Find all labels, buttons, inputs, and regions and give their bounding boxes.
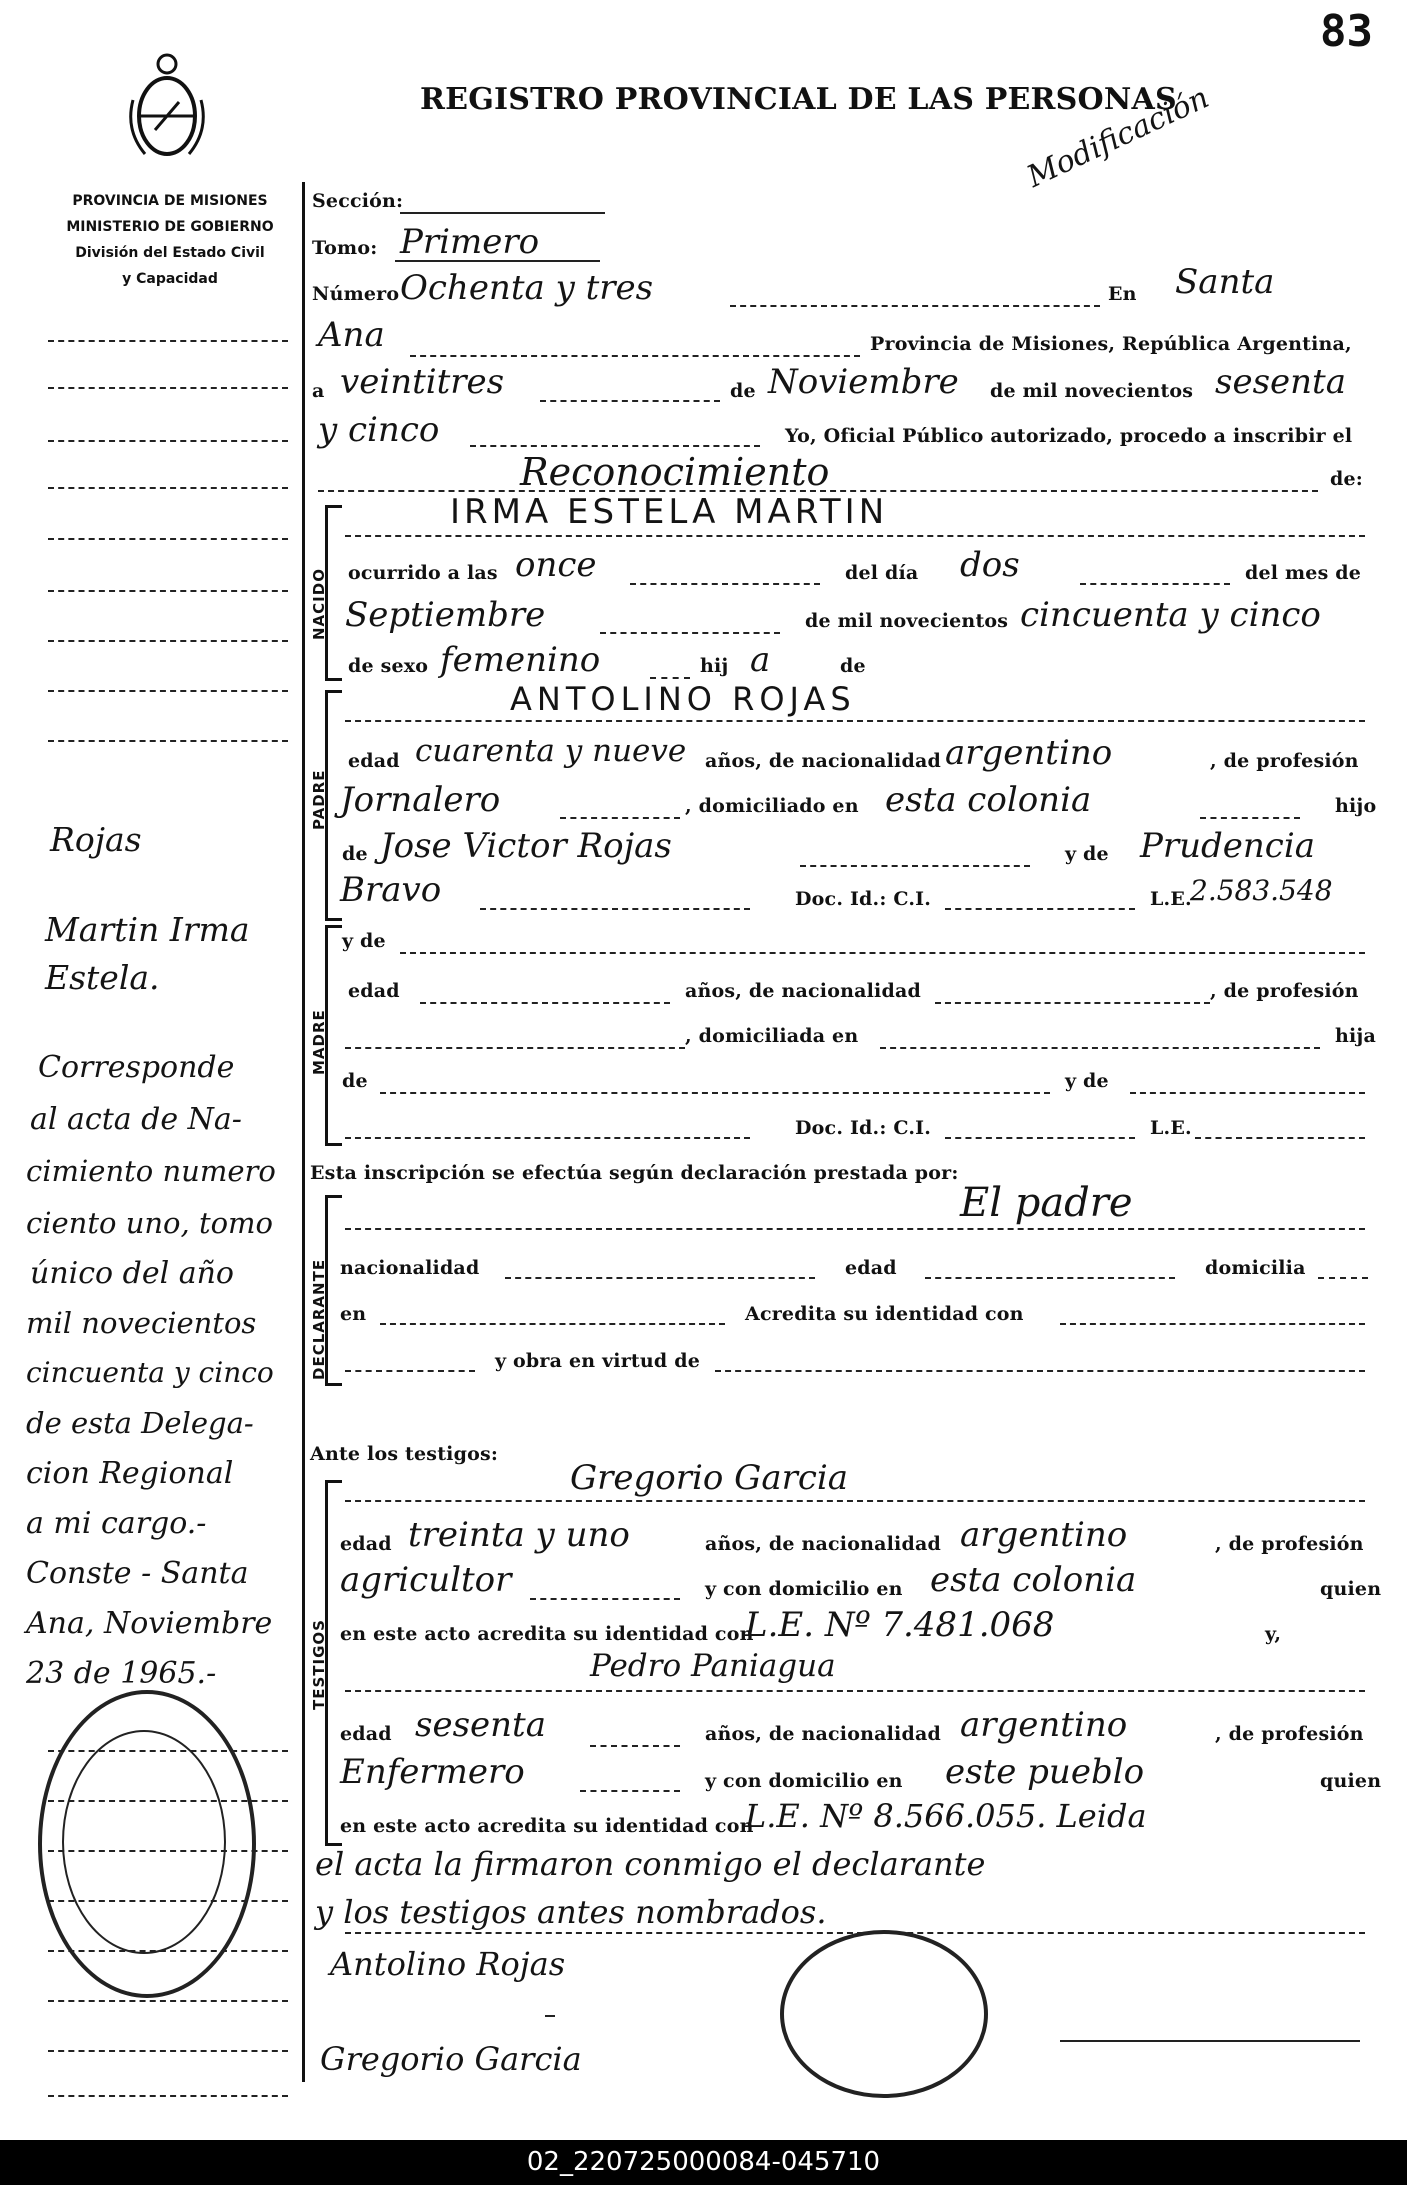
issuer-block [40, 188, 300, 292]
margin-line: Ana, Noviembre [26, 1606, 273, 1641]
field-en-2: Ana [318, 315, 385, 355]
label-t1-profesion: , de profesión [1215, 1533, 1364, 1555]
label-provincia: Provincia de Misiones, República Argentina, [870, 333, 1352, 355]
field-padre-prof: Jornalero [340, 780, 501, 820]
field-padre-nac: argentino [945, 733, 1113, 773]
margin-line: Rojas [50, 820, 142, 859]
field-t1-doc: L.E. Nº 7.481.068 [745, 1605, 1055, 1645]
padre-side-label: PADRE [310, 769, 328, 830]
margin-line: cion Regional [26, 1456, 234, 1491]
field-mes: Noviembre [768, 362, 959, 402]
label-madre-edad: edad [348, 980, 400, 1002]
label-t2-profesion: , de profesión [1215, 1723, 1364, 1745]
label-de-colon: de: [1330, 468, 1363, 490]
field-t2-nac: argentino [960, 1705, 1128, 1745]
label-hij: hij [700, 655, 729, 677]
margin-line: Martin Irma [45, 910, 250, 949]
field-hij-suffix: a [750, 640, 771, 680]
label-madre-hija: hija [1335, 1025, 1377, 1047]
label-padre-nacionalidad: años, de nacionalidad [705, 750, 941, 772]
label-madre-profesion: , de profesión [1210, 980, 1359, 1002]
field-numero: Ochenta y tres [400, 268, 654, 308]
official-stamp-inner [62, 1730, 226, 1954]
field-sexo: femenino [440, 640, 601, 680]
label-en: En [1108, 283, 1137, 305]
margin-line: mil novecientos [26, 1306, 257, 1340]
label-padre-le: L.E. [1150, 888, 1192, 910]
label-t1-quien: quien [1320, 1578, 1382, 1600]
label-t2-nacionalidad: años, de nacionalidad [705, 1723, 941, 1745]
signature-padre: Antolino Rojas [330, 1945, 566, 1983]
label-de-mes: de [730, 380, 756, 402]
label-madre-y-de: y de [342, 930, 386, 952]
label-inscripcion: Esta inscripción se efectúa según declaración prestada por: [310, 1162, 959, 1184]
margin-line: único del año [30, 1256, 234, 1291]
margin-line: al acta de Na- [30, 1102, 242, 1137]
field-padre-nombre: ANTOLINO ROJAS [510, 680, 856, 718]
label-de-padres: de [840, 655, 866, 677]
label-padre-de: de [342, 843, 368, 865]
field-testigo1: Gregorio Garcia [570, 1458, 849, 1498]
label-ocurrido: ocurrido a las [348, 562, 498, 584]
label-del-dia: del día [845, 562, 919, 584]
field-dia: veintitres [340, 362, 505, 402]
document-id-footer: 02_220725000084-045710 [0, 2140, 1407, 2185]
label-t2-edad: edad [340, 1723, 392, 1745]
field-anio-2: y cinco [318, 410, 440, 450]
issuer-ministry: MINISTERIO DE GOBIERNO [66, 219, 274, 235]
label-t2-quien: quien [1320, 1770, 1382, 1792]
label-madre-de: de [342, 1070, 368, 1092]
field-tomo: Primero [400, 222, 540, 262]
margin-line: Estela. [45, 958, 160, 997]
field-nombre-nacido: IRMA ESTELA MARTIN [450, 492, 889, 532]
label-madre-domiciliada: , domiciliada en [685, 1025, 859, 1047]
field-t1-nac: argentino [960, 1515, 1128, 1555]
margin-line: de esta Delega- [26, 1406, 254, 1440]
issuer-province: PROVINCIA DE MISIONES [72, 193, 268, 209]
closing-line-2: y los testigos antes nombrados. [315, 1893, 827, 1931]
official-stamp-bottom [780, 1930, 988, 2098]
page-title: REGISTRO PROVINCIAL DE LAS PERSONAS [420, 82, 1177, 117]
field-padre-yde: Prudencia [1140, 826, 1315, 866]
label-madre-doc: Doc. Id.: C.I. [795, 1117, 932, 1139]
label-t1-y: y, [1265, 1623, 1282, 1645]
label-padre-profesion: , de profesión [1210, 750, 1359, 772]
label-t2-domicilio: y con domicilio en [705, 1770, 903, 1792]
label-ante-testigos: Ante los testigos: [310, 1443, 499, 1465]
label-declarante-nacionalidad: nacionalidad [340, 1257, 480, 1279]
field-padre-dom: esta colonia [885, 780, 1092, 820]
label-seccion: Sección: [312, 190, 404, 212]
field-t2-prof: Enfermero [340, 1752, 525, 1792]
label-madre-le: L.E. [1150, 1117, 1192, 1139]
field-testigo2: Pedro Paniagua [590, 1648, 836, 1684]
margin-line: cimiento numero [26, 1154, 276, 1188]
top-signature: Modificación [1021, 80, 1215, 195]
label-padre-edad: edad [348, 750, 400, 772]
label-sexo: de sexo [348, 655, 429, 677]
signature-oficial [1060, 2040, 1360, 2042]
label-padre-doc: Doc. Id.: C.I. [795, 888, 932, 910]
field-t1-dom: esta colonia [930, 1560, 1137, 1600]
margin-line: Conste - Santa [26, 1556, 249, 1591]
label-t2-acredita: en este acto acredita su identidad con [340, 1815, 754, 1837]
field-padre-edad: cuarenta y nueve [415, 733, 687, 769]
field-dia-nac: dos [960, 545, 1020, 585]
field-acto: Reconocimiento [520, 450, 830, 494]
label-madre-nacionalidad: años, de nacionalidad [685, 980, 921, 1002]
label-padre-y-de: y de [1065, 843, 1109, 865]
field-t1-prof: agricultor [340, 1560, 512, 1600]
field-t2-doc: L.E. Nº 8.566.055. Leida [745, 1797, 1147, 1835]
margin-line: a mi cargo.- [26, 1506, 207, 1541]
testigos-side-label: TESTIGOS [310, 1619, 328, 1710]
label-t1-edad: edad [340, 1533, 392, 1555]
signature-testigo: Gregorio Garcia [320, 2040, 582, 2078]
margin-line: cincuenta y cinco [26, 1356, 274, 1389]
field-declarante: El padre [960, 1180, 1133, 1226]
field-anio: sesenta [1215, 362, 1346, 402]
coat-of-arms-icon [125, 50, 209, 168]
label-t1-acredita: en este acto acredita su identidad con [340, 1623, 754, 1645]
field-en: Santa [1175, 262, 1275, 302]
closing-line-1: el acta la firmaron conmigo el declarante [315, 1845, 986, 1883]
label-t1-domicilio: y con domicilio en [705, 1578, 903, 1600]
page-number: 83 [1320, 6, 1373, 57]
label-mil-novecientos: de mil novecientos [990, 380, 1194, 402]
nacido-side-label: NACIDO [310, 568, 328, 640]
label-del-mes: del mes de [1245, 562, 1362, 584]
label-mil-novecientos-nac: de mil novecientos [805, 610, 1009, 632]
issuer-division: División del Estado Civil [75, 245, 265, 261]
margin-line: 23 de 1965.- [26, 1656, 217, 1691]
label-a: a [312, 380, 325, 402]
field-t1-edad: treinta y uno [408, 1515, 630, 1555]
label-declarante-domicilia: domicilia [1205, 1257, 1306, 1279]
field-padre-de: Jose Victor Rojas [380, 826, 672, 866]
field-mes-nac: Septiembre [345, 595, 546, 635]
label-numero: Número [312, 283, 400, 305]
column-divider [302, 182, 305, 2082]
field-padre-le: 2.583.548 [1190, 874, 1333, 907]
margin-line: ciento uno, tomo [26, 1206, 274, 1240]
label-declarante-edad: edad [845, 1257, 897, 1279]
field-padre-yde-2: Bravo [340, 870, 442, 910]
label-obra-virtud: y obra en virtud de [495, 1350, 700, 1372]
field-anio-nac: cincuenta y cinco [1020, 595, 1321, 635]
label-padre-domiciliado: , domiciliado en [685, 795, 859, 817]
field-t2-dom: este pueblo [945, 1752, 1145, 1792]
declarante-side-label: DECLARANTE [310, 1258, 328, 1380]
issuer-capacity: y Capacidad [122, 271, 218, 287]
field-t2-edad: sesenta [415, 1705, 546, 1745]
label-tomo: Tomo: [312, 237, 378, 259]
label-t1-nacionalidad: años, de nacionalidad [705, 1533, 941, 1555]
madre-side-label: MADRE [310, 1009, 328, 1075]
field-hora: once [515, 545, 597, 585]
label-acredita: Acredita su identidad con [745, 1303, 1024, 1325]
label-madre-y-de-2: y de [1065, 1070, 1109, 1092]
label-declarante-en: en [340, 1303, 367, 1325]
margin-line: Corresponde [38, 1050, 235, 1085]
label-yo-oficial: Yo, Oficial Público autorizado, procedo a inscribir el [785, 425, 1353, 447]
label-padre-hijo: hijo [1335, 795, 1377, 817]
